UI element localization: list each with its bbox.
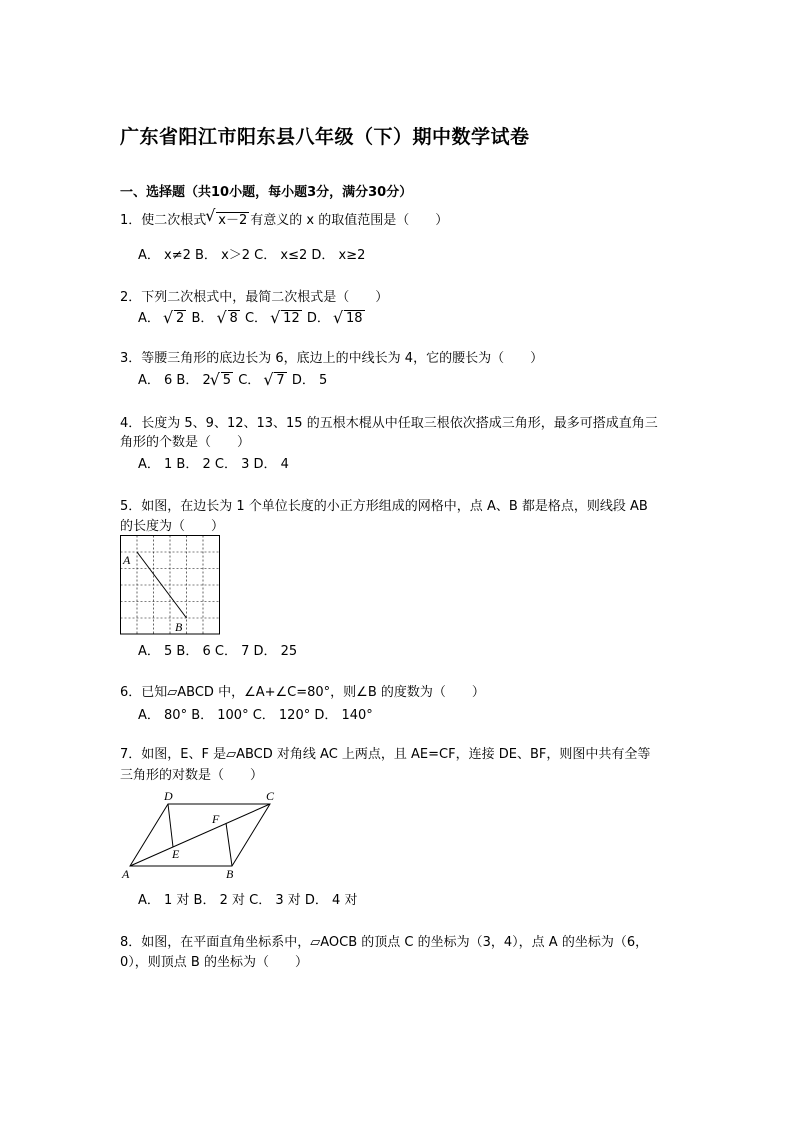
point-label-e: E — [172, 847, 180, 861]
segment-bf — [226, 823, 232, 866]
question-7-line-1: 7．如图，E、F 是▱ABCD 对角线 AC 上两点，且 AE=CF，连接 DE、BF，则图中共有全等 — [120, 747, 651, 762]
vertex-label-d: D — [164, 789, 173, 803]
question-4-line-1: 4．长度为 5、9、12、13、15 的五根木棍从中任取三根依次搭成三角形，最多可搭成直角三 — [120, 416, 658, 431]
question-4-line-2: 角形的个数是（ ） — [120, 435, 251, 450]
q1-prefix: 1．使二次根式 — [120, 213, 207, 228]
question-3-stem: 3．等腰三角形的底边长为 6，底边上的中线长为 4，它的腰长为（ ） — [120, 351, 544, 366]
question-7-line-2: 三角形的对数是（ ） — [120, 768, 264, 783]
question-8-line-2: 0），则顶点 B 的坐标为（ ） — [120, 955, 308, 970]
question-6-stem: 6．已知▱ABCD 中，∠A+∠C=80°，则∠B 的度数为（ ） — [120, 685, 485, 700]
point-label-f: F — [212, 812, 220, 826]
sqrt-expression: √ 7 — [265, 373, 286, 388]
question-1-stem — [120, 209, 448, 228]
vertex-label-c: C — [266, 789, 275, 803]
sqrt-expression — [207, 209, 249, 228]
question-5-line-1: 5．如图，在边长为 1 个单位长度的小正方形组成的网格中，点 A、B 都是格点，则线段 AB — [120, 499, 648, 514]
exam-title: 广东省阳江市阳东县八年级（下）期中数学试卷 — [120, 126, 530, 148]
point-label-b: B — [175, 620, 183, 634]
sqrt-expression: √ 12 — [272, 311, 302, 326]
question-2-options: A． √ 2 B． √ 8 C． √ 12 D． √ 18 — [138, 307, 366, 326]
question-5-options: A． 5 B． 6 C． 7 D． 25 — [138, 644, 298, 659]
question-7-options: A． 1 对 B． 2 对 C． 3 对 D． 4 对 — [138, 893, 358, 908]
vertex-label-a: A — [122, 867, 130, 881]
question-2-stem: 2．下列二次根式中，最简二次根式是（ ） — [120, 290, 389, 305]
segment-de — [168, 804, 173, 847]
question-3-options: A． 6 B． 2√ 5 C． √ 7 D． 5 — [138, 369, 327, 388]
vertex-label-b: B — [226, 867, 234, 881]
sqrt-expression: √ 2 — [165, 311, 186, 326]
sqrt-expression: √ 18 — [335, 311, 365, 326]
point-label-a: A — [123, 553, 131, 567]
question-1-options: A． x≠2 B． x＞2 C． x≤2 D． x≥2 — [138, 248, 366, 263]
segment-ab — [137, 552, 187, 618]
question-8-line-1: 8．如图，在平面直角坐标系中，▱AOCB 的顶点 C 的坐标为（3，4），点 A 的坐标为（6， — [120, 935, 649, 950]
q1-suffix: 有意义的 x 的取值范围是（ ） — [250, 213, 449, 228]
parallelogram-figure — [116, 786, 286, 882]
question-5-line-2: 的长度为（ ） — [120, 519, 225, 534]
question-6-options: A． 80° B． 100° C． 120° D． 140° — [138, 708, 373, 723]
diagonal-ac — [130, 804, 270, 866]
grid-figure — [120, 535, 222, 637]
question-4-options: A． 1 B． 2 C． 3 D． 4 — [138, 457, 289, 472]
section-heading: 一、选择题（共10小题，每小题3分，满分30分） — [120, 185, 413, 200]
sqrt-expression: √ 5 — [212, 373, 233, 388]
q1-radicand: x－2 — [218, 213, 248, 228]
sqrt-expression: √ 8 — [219, 311, 240, 326]
